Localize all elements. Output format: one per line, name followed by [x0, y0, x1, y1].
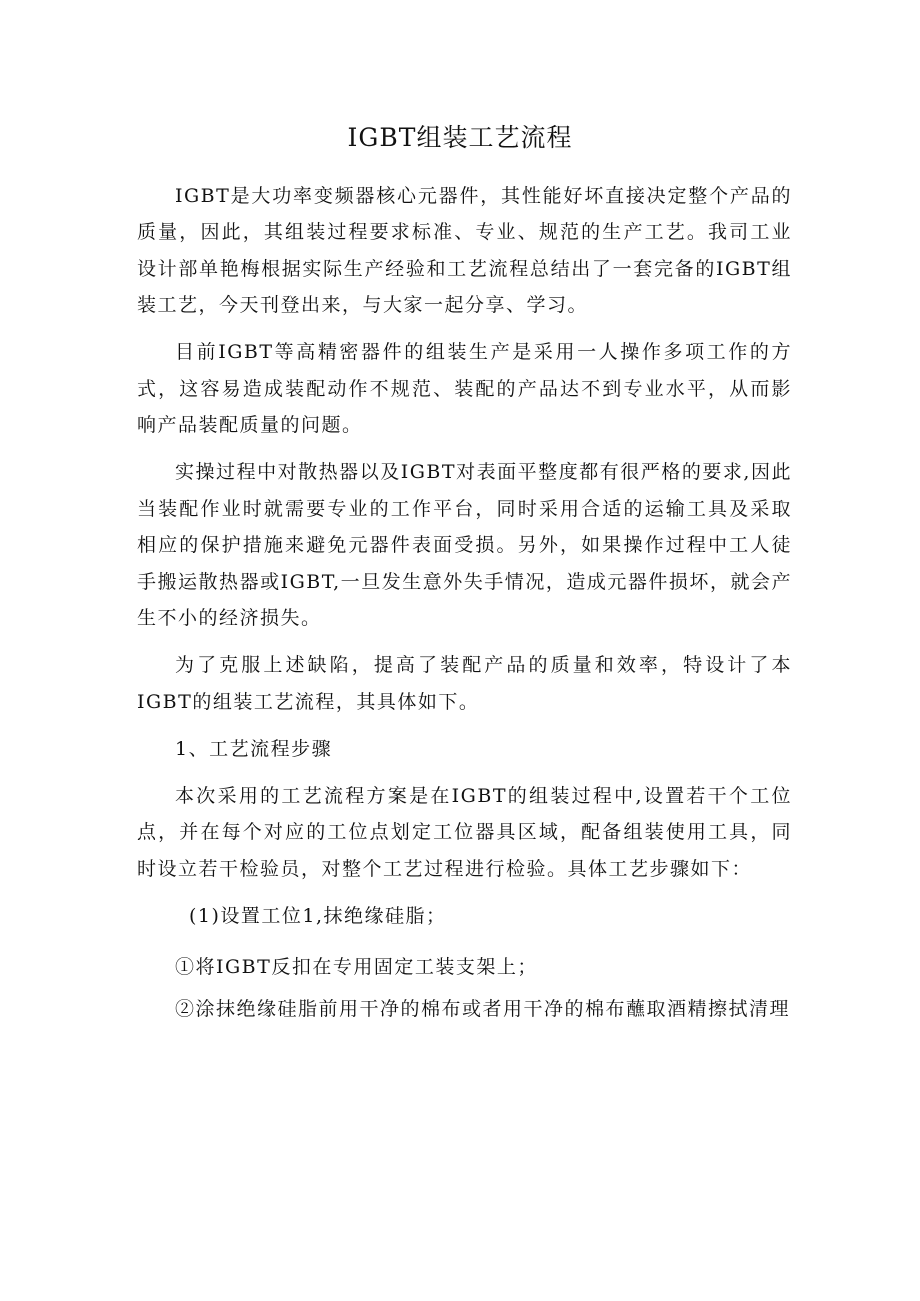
document-title: IGBT组装工艺流程	[347, 123, 573, 152]
paragraph-requirements: 实操过程中对散热器以及IGBT对表面平整度都有很严格的要求,因此当装配作业时就需要专业的工作平台，同时采用合适的运输工具及采取相应的保护措施来避免元器件表面受损。另外，如果操作过程中工人徒手搬运散热器或IGBT,一旦发生意外失手情况，造成元器件损坏，就会产生不小的经济损失。	[137, 461, 792, 630]
step-item: ②涂抹绝缘硅脂前用干净的棉布或者用干净的棉布蘸取酒精擦拭清理	[175, 997, 791, 1020]
paragraph-intro: IGBT是大功率变频器核心元器件，其性能好坏直接决定整个产品的质量，因此，其组装过程要求标准、专业、规范的生产工艺。我司工业设计部单艳梅根据实际生产经验和工艺流程总结出了一套完备的IGBT组装工艺，今天刊登出来，与大家一起分享、学习。	[137, 185, 792, 317]
step-title: (1)设置工位1,抹绝缘硅脂；	[189, 905, 447, 928]
section-heading: 1、工艺流程步骤	[175, 737, 333, 760]
step-item: ①将IGBT反扣在专用固定工装支架上；	[175, 955, 538, 978]
paragraph-current-problem: 目前IGBT等高精密器件的组装生产是采用一人操作多项工作的方式，这容易造成装配动作不规范、装配的产品达不到专业水平，从而影响产品装配质量的问题。	[137, 341, 792, 437]
paragraph-purpose: 为了克服上述缺陷，提高了装配产品的质量和效率，特设计了本IGBT的组装工艺流程，其具体如下。	[137, 654, 792, 713]
paragraph-process-plan: 本次采用的工艺流程方案是在IGBT的组装过程中,设置若干个工位点，并在每个对应的工位点划定工位器具区域，配备组装使用工具，同时设立若干检验员，对整个工艺过程进行检验。具体工艺步骤如下：	[137, 785, 792, 880]
document-body	[137, 178, 792, 1033]
